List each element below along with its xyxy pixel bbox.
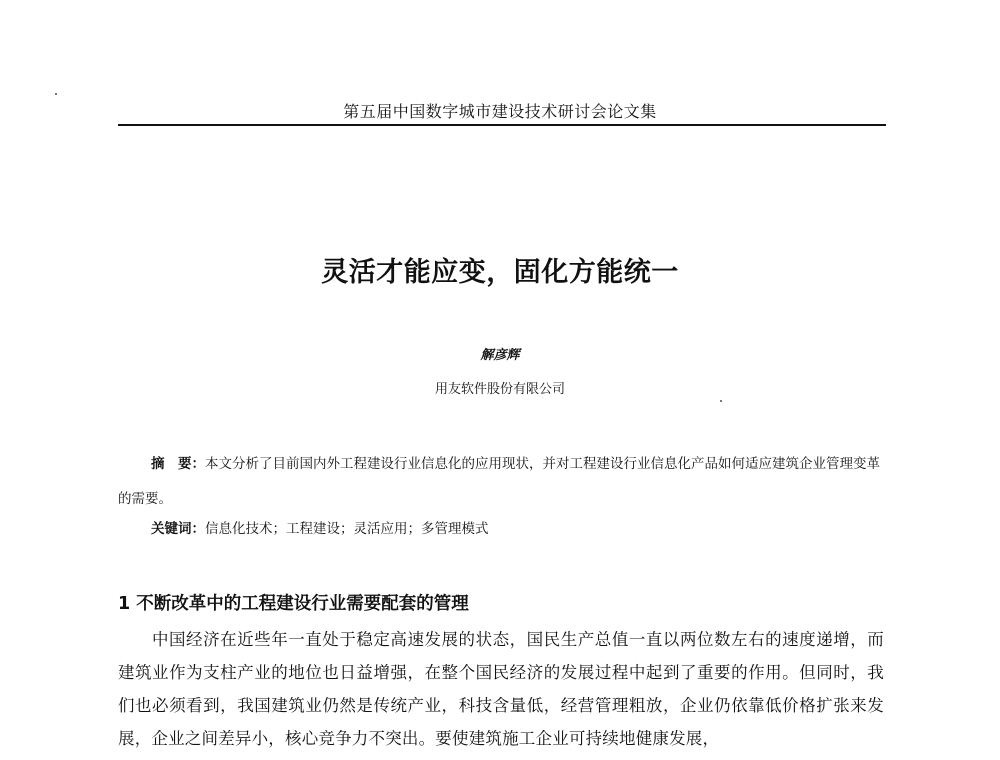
scan-speck (720, 400, 722, 402)
running-header: 第五届中国数字城市建设技术研讨会论文集 (343, 102, 657, 121)
abstract-text: 本文分析了目前国内外工程建设行业信息化的应用现状，并对工程建设行业信息化产品如何适应建筑企业管理变革的需要。 (118, 456, 880, 507)
abstract (118, 447, 882, 517)
scan-speck (55, 93, 57, 95)
keywords (151, 517, 882, 537)
keywords-text: 信息化技术；工程建设；灵活应用；多管理模式 (205, 521, 489, 537)
body-paragraph: 中国经济在近些年一直处于稳定高速发展的状态，国民生产总值一直以两位数左右的速度递增，而建筑业作为支柱产业的地位也日益增强，在整个国民经济的发展过程中起到了重要的作用。但同时，我们也必须看到，我国建筑业仍然是传统产业，科技含量低，经营管理粗放，企业仍依靠低价格扩张来发展，企业之间差异小，核心竞争力不突出。要使建筑施工企业可持续地健康发展， (118, 630, 884, 748)
section-heading: 1 不断改革中的工程建设行业需要配套的管理 (118, 594, 469, 614)
author-name: 解彦辉 (480, 348, 520, 363)
header-rule (118, 124, 886, 126)
keywords-label: 关键词： (151, 521, 205, 537)
abstract-label: 摘 要： (151, 456, 205, 472)
author-affiliation: 用友软件股份有限公司 (434, 382, 565, 397)
paper-title: 灵活才能应变，固化方能统一 (321, 257, 679, 288)
